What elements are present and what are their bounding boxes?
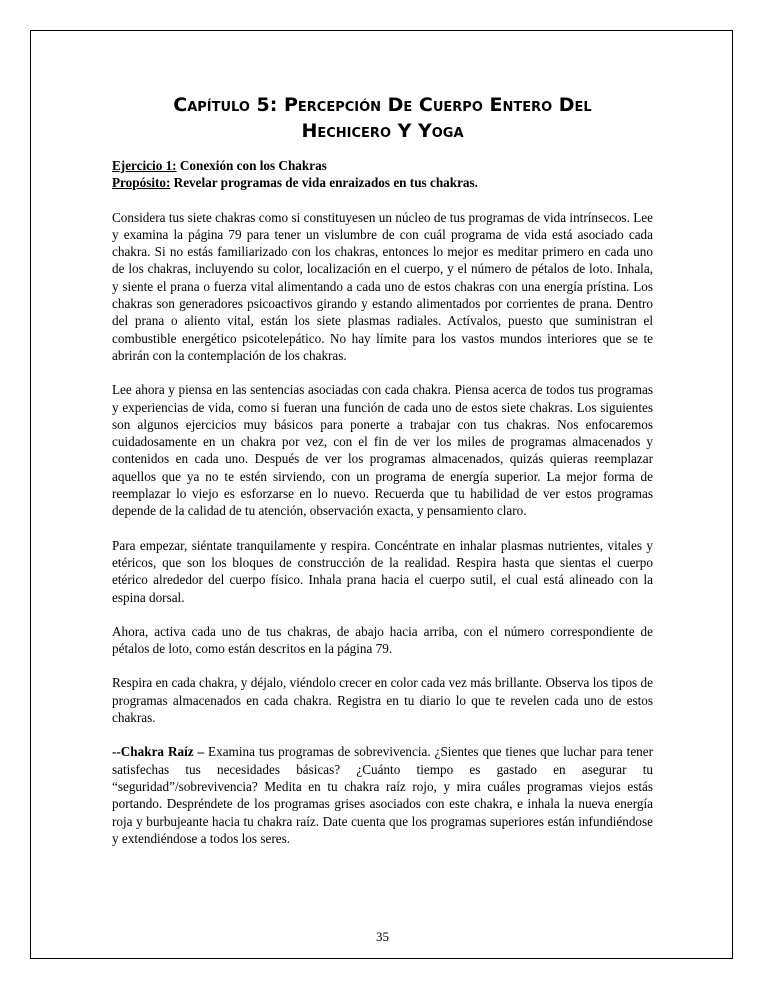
purpose-heading bbox=[112, 174, 653, 191]
paragraph-observe: Respira en cada chakra, y déjalo, viéndolo crecer en color cada vez más brillante. Observa los tipos de programas almacenados en cada chakra. Registra en tu diario lo que te revelen cada uno de estos chakras. bbox=[112, 675, 653, 726]
chapter-title-line-1: Capítulo 5: Percepción De Cuerpo Entero Del bbox=[173, 94, 592, 116]
root-chakra-lead: --Chakra Raíz – bbox=[112, 744, 205, 760]
paragraph-breathing: Para empezar, siéntate tranquilamente y respira. Concéntrate en inhalar plasmas nutrientes, vitales y etéricos, que son los bloques de construcción de la realidad. Respira hasta que sientas el cuerpo etérico alrededor del cuerpo físico. Inhala prana hacia el cuerpo sutil, el cual está alineado con la espina dorsal. bbox=[112, 537, 653, 605]
chapter-title bbox=[112, 92, 653, 144]
exercise-text: Conexión con los Chakras bbox=[176, 158, 327, 173]
exercise-heading bbox=[112, 157, 653, 174]
page-body bbox=[112, 157, 653, 847]
purpose-label: Propósito: bbox=[112, 175, 171, 191]
paragraph-root-chakra bbox=[112, 743, 653, 847]
exercise-label: Ejercicio 1: bbox=[112, 158, 177, 173]
chapter-title-line-2: Hechicero Y Yoga bbox=[301, 120, 464, 142]
paragraph-activate: Ahora, activa cada uno de tus chakras, de abajo hacia arriba, con el número correspondiente de pétalos de loto, como están descritos en la página 79. bbox=[112, 623, 653, 657]
root-chakra-text: Examina tus programas de sobrevivencia. ¿Sientes que tienes que luchar para tener satisfechas tus necesidades básicas? ¿Cuánto tiempo es gastado en asegurar tu “seguridad”/sobrevivencia? Medita en tu chakra raíz rojo, y mira cuáles programas viejos estás portando. Despréndete de los programas grises asociados con este chakra, e inhala la nueva energía roja y burbujeante hacia tu chakra raíz. Date cuenta que los programas superiores están infundiéndose y extendiéndose a todos los seres. bbox=[112, 744, 654, 846]
paragraph-sentences: Lee ahora y piensa en las sentencias asociadas con cada chakra. Piensa acerca de todos tus programas y experiencias de vida, como si fueran una función de cada uno de estos siete chakras. Los siguientes son algunos ejercicios muy básicos para ponerte a trabajar con tus chakras. Nos enfocaremos cuidadosamente en un chakra por vez, con el fin de ver los miles de programas almacenados y contenidos en cada uno. Después de ver los programas almacenados, quizás quieras reemplazar aquellos que ya no te estén sirviendo, con un programa de energía superior. La mejor forma de reemplazar lo viejo es esforzarse en lo nuevo. Recuerda que tu habilidad de ver estos programas depende de la calidad de tu atención, observación exacta, y pensamiento claro. bbox=[112, 382, 653, 519]
page-number: 35 bbox=[376, 929, 389, 944]
purpose-text: Revelar programas de vida enraizados en tus chakras. bbox=[170, 175, 478, 191]
paragraph-chakras-intro: Considera tus siete chakras como si constituyesen un núcleo de tus programas de vida intrínsecos. Lee y examina la página 79 para tener un vislumbre de con cuál programa de vida está asociado cada chakra. Si no estás familiarizado con los chakras, entonces lo mejor es meditar primero en cada uno de los chakras, incluyendo su color, localización en el cuerpo, y el número de pétalos de loto. Inhala, y siente el prana o fuerza vital alimentando a cada uno de estos chakras con una energía prístina. Los chakras son generadores psicoactivos girando y estando alimentados por corrientes de prana. Dentro del prana o aliento vital, están los siete plasmas radiales. Actívalos, puesto que suministran el combustible energético psicotelepático. No hay límite para los vastos mundos interiores que se te abrirán con la contemplación de los chakras. bbox=[112, 209, 653, 363]
